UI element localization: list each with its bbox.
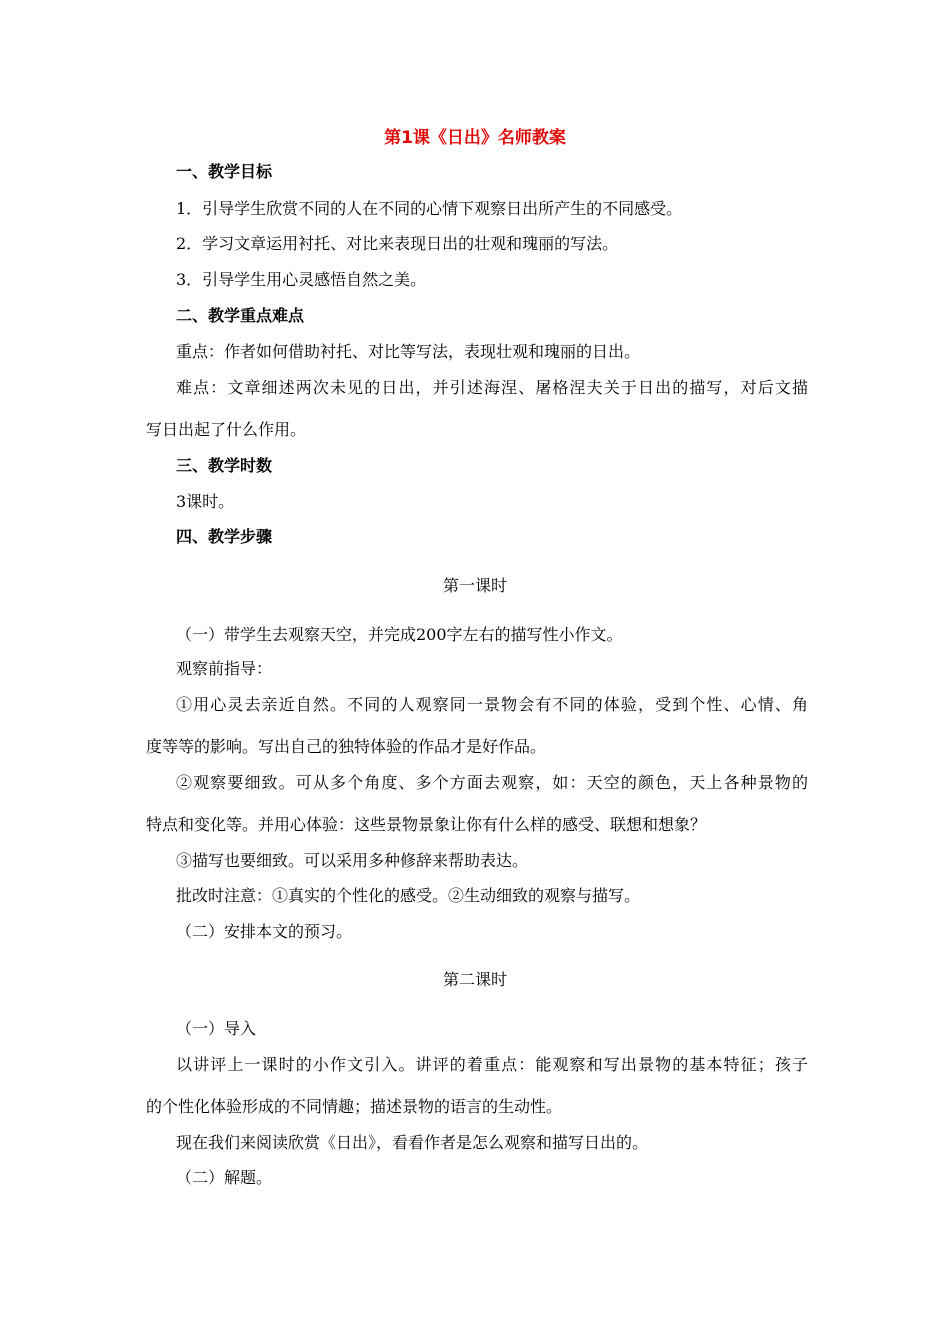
lesson1-paragraph: ①用心灵去亲近自然。不同的人观察同一景物会有不同的体验，受到个性、心情、角 xyxy=(176,695,808,714)
objective-item: 1．引导学生欣赏不同的人在不同的心情下观察日出所产生的不同感受。 xyxy=(176,199,683,218)
lesson1-paragraph: （一）带学生去观察天空，并完成200字左右的描写性小作文。 xyxy=(176,625,623,644)
lesson2-paragraph: （一）导入 xyxy=(176,1019,257,1038)
objective-item: 3．引导学生用心灵感悟自然之美。 xyxy=(176,270,427,289)
lesson2-paragraph: 现在我们来阅读欣赏《日出》，看看作者是怎么观察和描写日出的。 xyxy=(176,1133,649,1152)
key-point-text: 重点：作者如何借助衬托、对比等写法，表现壮观和瑰丽的日出。 xyxy=(176,342,641,361)
lesson2-paragraph: （二）解题。 xyxy=(176,1168,273,1187)
lesson1-paragraph: 观察前指导： xyxy=(176,659,273,678)
lesson1-title: 第一课时 xyxy=(442,576,507,595)
lesson2-paragraph: 以讲评上一课时的小作文引入。讲评的着重点：能观察和写出景物的基本特征；孩子 xyxy=(176,1055,808,1074)
section-heading-steps: 四、教学步骤 xyxy=(176,527,273,546)
lesson1-paragraph: ③描写也要细致。可以采用多种修辞来帮助表达。 xyxy=(176,851,529,870)
difficulty-text-line1: 难点：文章细述两次未见的日出，并引述海涅、屠格涅夫关于日出的描写，对后文描 xyxy=(176,378,808,397)
lesson2-title: 第二课时 xyxy=(442,970,507,989)
lesson1-paragraph: （二）安排本文的预习。 xyxy=(176,922,353,941)
difficulty-text-line2: 写日出起了什么作用。 xyxy=(146,420,307,439)
section-heading-hours: 三、教学时数 xyxy=(176,456,273,475)
lesson1-paragraph: 特点和变化等。并用心体验：这些景物景象让你有什么样的感受、联想和想象？ xyxy=(146,815,707,834)
section-heading-keypoints: 二、教学重点难点 xyxy=(176,306,305,325)
hours-text: 3课时。 xyxy=(176,492,235,511)
lesson1-paragraph: 度等等的影响。写出自己的独特体验的作品才是好作品。 xyxy=(146,737,547,756)
section-heading-objectives: 一、教学目标 xyxy=(176,162,273,181)
lesson2-paragraph: 的个性化体验形成的不同情趣；描述景物的语言的生动性。 xyxy=(146,1097,563,1116)
lesson1-paragraph: 批改时注意：①真实的个性化的感受。②生动细致的观察与描写。 xyxy=(176,886,641,905)
document-title: 第1课《日出》名师教案 xyxy=(384,128,566,148)
lesson1-paragraph: ②观察要细致。可从多个角度、多个方面去观察，如：天空的颜色，天上各种景物的 xyxy=(176,773,808,792)
objective-item: 2．学习文章运用衬托、对比来表现日出的壮观和瑰丽的写法。 xyxy=(176,234,619,253)
